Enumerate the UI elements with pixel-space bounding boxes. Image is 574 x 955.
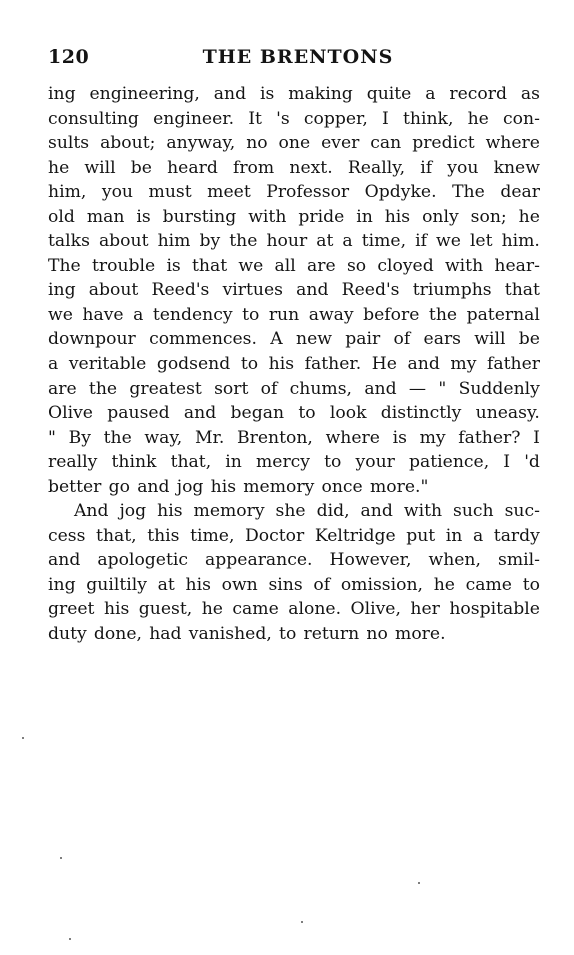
scan-speck	[60, 857, 62, 859]
text-line: greet his guest, he came alone. Olive, her hospitable	[48, 599, 540, 620]
scan-speck	[69, 938, 71, 940]
text-line: downpour commences. A new pair of ears will be	[48, 329, 540, 350]
scan-speck	[301, 921, 303, 923]
text-line: are the greatest sort of chums, and — " Suddenly	[48, 378, 540, 399]
text-line: sults about; anyway, no one ever can predict where	[48, 133, 540, 154]
text-line: consulting engineer. It 's copper, I think, he con-	[48, 108, 540, 129]
text-line: really think that, in mercy to your patience, I 'd	[48, 452, 540, 473]
text-line: better go and jog his memory once more."	[48, 476, 429, 497]
text-line: and apologetic appearance. However, when, smil-	[48, 550, 540, 571]
text-line: " By the way, Mr. Brenton, where is my father? I	[48, 427, 540, 448]
page-number: 120	[48, 46, 90, 68]
body-text	[48, 82, 540, 647]
text-line: cess that, this time, Doctor Keltridge put in a tardy	[48, 525, 540, 546]
text-line: Olive paused and began to look distinctly uneasy.	[48, 403, 540, 424]
scan-speck	[22, 737, 24, 739]
text-line: The trouble is that we all are so cloyed with hear-	[48, 255, 540, 276]
text-line: ing about Reed's virtues and Reed's triumphs that	[48, 280, 540, 301]
text-line: And jog his memory she did, and with such suc-	[74, 501, 540, 522]
text-line: we have a tendency to run away before the paternal	[48, 304, 540, 325]
text-line: duty done, had vanished, to return no more.	[48, 624, 446, 645]
text-line: a veritable godsend to his father. He and my father	[48, 354, 540, 375]
paragraph	[48, 499, 540, 646]
text-line: him, you must meet Professor Opdyke. The dear	[48, 182, 540, 203]
running-title: THE BRENTONS	[202, 46, 394, 68]
text-line: ing engineering, and is making quite a record as	[48, 84, 540, 104]
text-line: ing guiltily at his own sins of omission, he came to	[48, 574, 540, 595]
text-line: old man is bursting with pride in his only son; he	[48, 206, 540, 227]
text-line: he will be heard from next. Really, if you knew	[48, 157, 540, 178]
paragraph	[48, 82, 540, 499]
scan-speck	[418, 882, 420, 884]
text-line: talks about him by the hour at a time, if we let him.	[48, 231, 540, 252]
page-header	[48, 46, 540, 72]
